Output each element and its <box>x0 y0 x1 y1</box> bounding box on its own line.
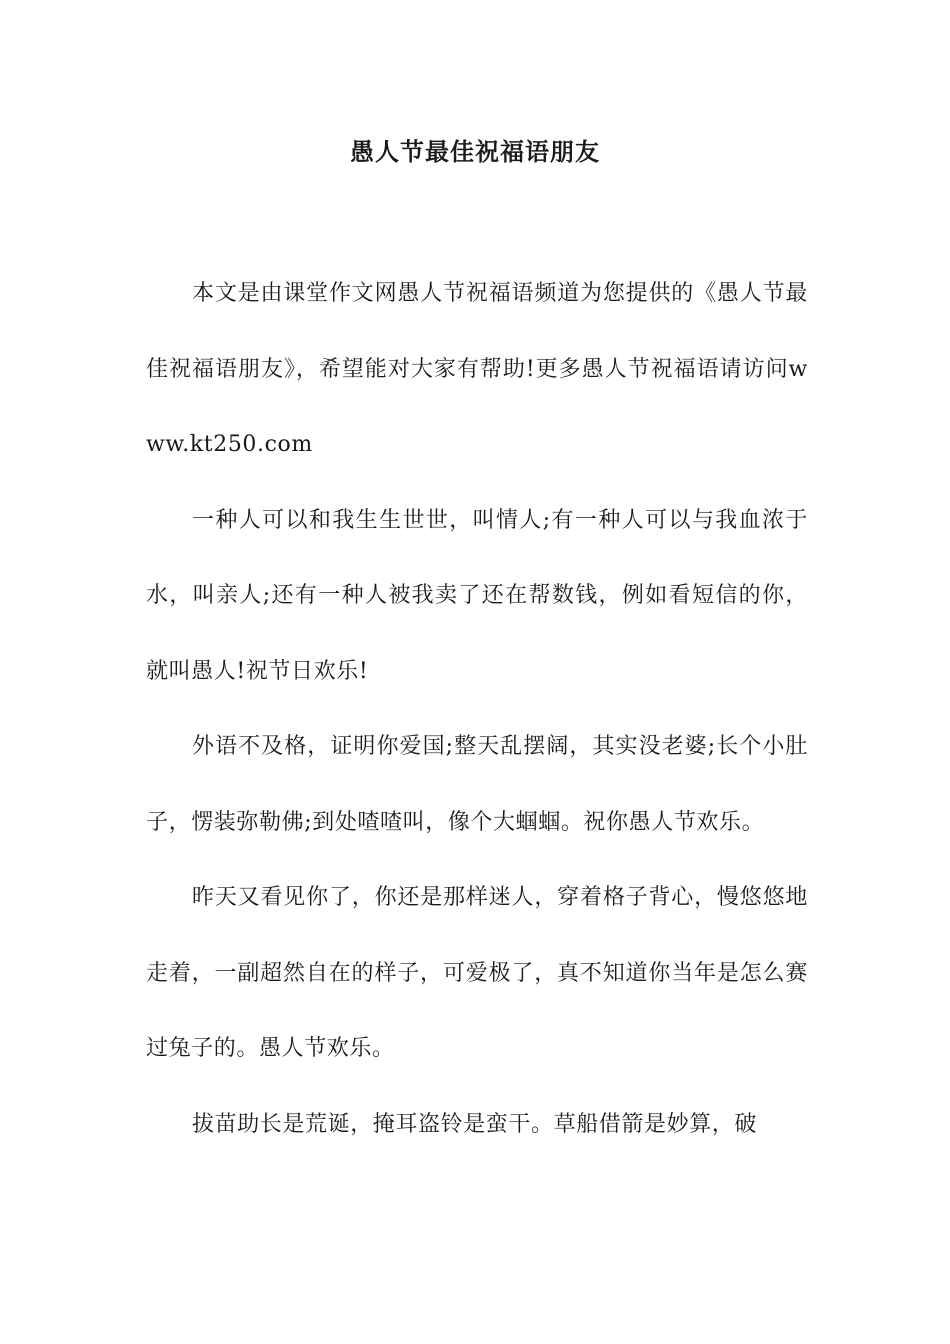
paragraph-4: 昨天又看见你了，你还是那样迷人，穿着格子背心，慢悠悠地走着，一副超然自在的样子，可爱极了，真不知道你当年是怎么赛过兔子的。愚人节欢乐。 <box>146 885 808 1061</box>
paragraph-intro: 本文是由课堂作文网愚人节祝福语频道为您提供的《愚人节最佳祝福语朋友》，希望能对大家有帮助!更多愚人节祝福语请访问www.kt250.com <box>146 281 808 457</box>
document-title: 愚人节最佳祝福语朋友 <box>350 137 600 166</box>
paragraph-3: 外语不及格，证明你爱国;整天乱摆阔，其实没老婆;长个小肚子，愣装弥勒佛;到处喳喳叫，像个大蝈蝈。祝你愚人节欢乐。 <box>146 734 808 835</box>
paragraph-2: 一种人可以和我生生世世，叫情人;有一种人可以与我血浓于水，叫亲人;还有一种人被我卖了还在帮数钱，例如看短信的你，就叫愚人!祝节日欢乐! <box>146 507 808 684</box>
paragraph-5: 拔苗助长是荒诞，掩耳盗铃是蛮干。草船借箭是妙算，破 <box>192 1111 758 1137</box>
document-body <box>146 256 808 1162</box>
